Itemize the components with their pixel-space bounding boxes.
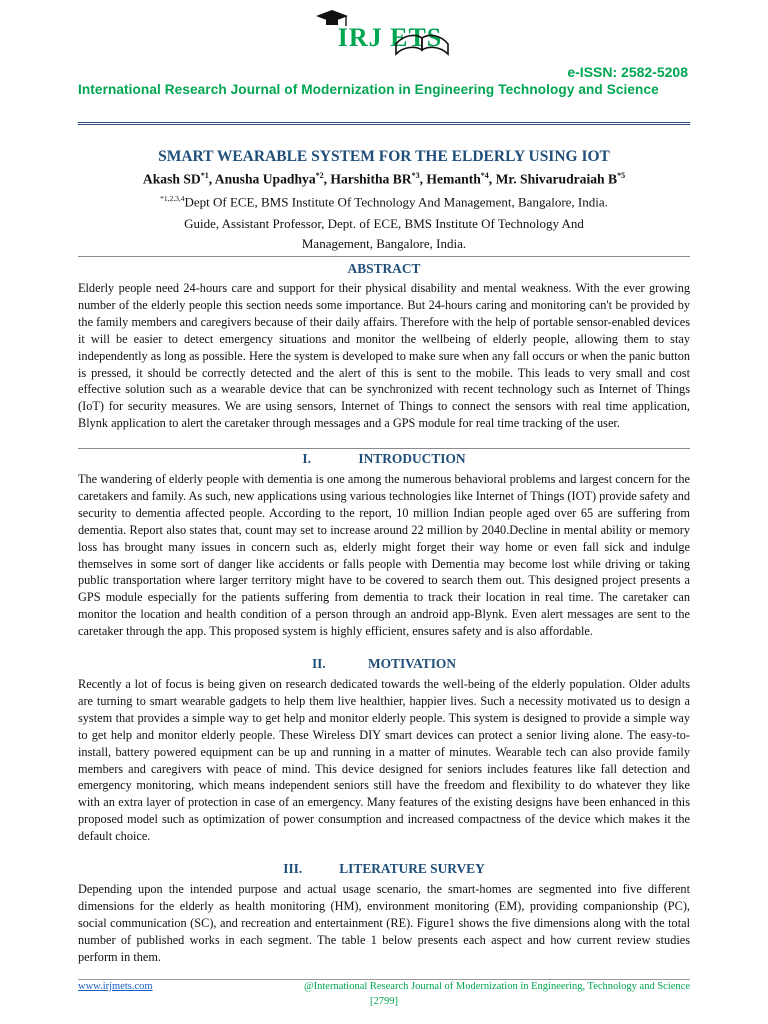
journal-name: International Research Journal of Modernization in Engineering Technology and Science <box>78 82 659 97</box>
paper-title: SMART WEARABLE SYSTEM FOR THE ELDERLY USING IOT <box>158 148 610 165</box>
author-mark: *1 <box>200 171 209 180</box>
header-divider <box>78 122 690 125</box>
motivation-text: Recently a lot of focus is being given on research dedicated towards the well-being of the elderly population. Older adults are turning to smart wearable gadgets to help them live healthier, happier lives. Such a necessity motivated us to design a system that provides a simple way to get help and monitor elderly people. This system is designed to provide a simple way to get help and monitor elderly people. These Wireless DIY smart devices can protect a senior living alone. The easy-to-install, battery powered equipment can be up and running in a matter of minutes. Wearable tech can also provide family members and caregivers with peace of mind. This device designed for seniors includes features like fall detection and emergency monitoring, which means independent seniors still have the freedom and flexibility to do whatever they like with an extra layer of protection in case of an emergency. Many features of the existing designs have been enhanced in this proposed model such as optimization of power consumption and increased compactness of the device which makes it the default choice. <box>78 677 690 844</box>
affiliation-mark: *1,2,3,4 <box>160 194 185 203</box>
introduction-text: The wandering of elderly people with dementia is one among the numerous behavioral problems and largest concern for the caretakers and family. As such, new applications using various technologies like Internet of Things (IOT) provide safety and security to dementia affected people. According to the report, 10 million Indian people aged over 65 are suffering from dementia. Report also states that, count may set to increase around 22 million by 2040.Decline in mental ability or memory loss has brought many issues in concern such as, elderly might forget their way home or even fall sick and indulge themselves in some sort of danger like accidents or falls people with Dementia may become lost while driving or taking public transportation where larger territory might have to be covered to search them out. This designed project presents a GPS module especially for the patients suffering from dementia to track their location in real time. The caretaker can monitor the location and health condition of a person through an android app-Blynk. Even alert messages are sent to the caretaker through the app. This proposed system is highly efficient, ensures safety and is also affordable. <box>78 472 690 639</box>
footer-copyright: @International Research Journal of Modernization in Engineering, Technology and Science <box>303 981 690 992</box>
motivation-heading: II. MOTIVATION <box>311 656 457 671</box>
page-number: [2799] <box>370 996 398 1007</box>
author-name: Hemanth <box>426 171 481 187</box>
author-mark: *4 <box>480 171 489 180</box>
author-list: Akash SD$^{*1}$, Anusha Upadhya$^{*2}$, Harshitha BR$^{*3}$, Hemanth$^{*4}$, Mr. Shivarudraiah $B^{*5}$ <box>142 171 626 187</box>
author-mark: *5 <box>617 171 626 180</box>
abstract-heading: ABSTRACT <box>347 261 421 276</box>
author-name: Harshitha BR <box>330 171 412 187</box>
affiliation-line-2: Guide, Assistant Professor, Dept. of ECE, BMS Institute Of Technology And <box>184 216 584 231</box>
logo-text: IRJ ETS <box>337 23 443 52</box>
author-name: Anusha Upadhya <box>214 171 316 187</box>
author-name: Akash SD <box>142 171 201 187</box>
literature-survey-heading: III. LITERATURE SURVEY <box>283 861 485 876</box>
affiliation-line-3: Management, Bangalore, India. <box>301 236 467 251</box>
issn-number: e-ISSN: 2582-5208 <box>567 64 688 80</box>
abstract-text: Elderly people need 24-hours care and support for their physical disability and mental weakness. With the ever growing number of the elderly people this section needs some importance. But 24-hours caring and monitoring can't be provided by the family members and caregivers because of their daily affairs. Therefore with the help of portable sensor-enabled devices it will be easier to detect emergency situations and monitor the wellbeing of elderly people, allowing them to stay independently as long as possible. Here the system is developed to make sure when any fall occurs or when the panic button is pressed, it should be correctly detected and the alert of this is sent to the mobile. This leads to very small and cost effective solution such as a wearable device that can be synchronized with recent technology such as Internet of Things (IoT) for security measures. We are using sensors, Internet of Things to connect the sensors with real time application, Blynk application to alert the caretaker through messages and a GPS module for real time tracking of the user. <box>78 281 690 431</box>
affiliation-line-1: $^{*1,2,3,4}$Dept Of ECE, BMS Institute Of Technology And Management, Bangalore, India. <box>160 194 608 210</box>
irjmets-logo <box>300 8 480 56</box>
author-mark: *3 <box>411 171 420 180</box>
introduction-heading: I. INTRODUCTION <box>302 451 466 466</box>
author-mark: *2 <box>315 171 324 180</box>
literature-survey-text: Depending upon the intended purpose and actual usage scenario, the smart-homes are segmented into five different dimensions for the elderly as health monitoring (HM), environment monitoring (EM), providing companionship (PC), social communication (SC), and recreation and entertainment (RE). Figure1 shows the five dimensions along with the total number of published works in each segment. The table 1 below presents each aspect and how current review studies perform in them. <box>78 882 690 964</box>
footer-divider <box>78 979 690 980</box>
author-name: Mr. Shivarudraiah B <box>495 171 618 187</box>
website-link[interactable]: www.irjmets.com <box>78 981 153 992</box>
section-divider <box>78 448 690 449</box>
section-divider <box>78 256 690 257</box>
